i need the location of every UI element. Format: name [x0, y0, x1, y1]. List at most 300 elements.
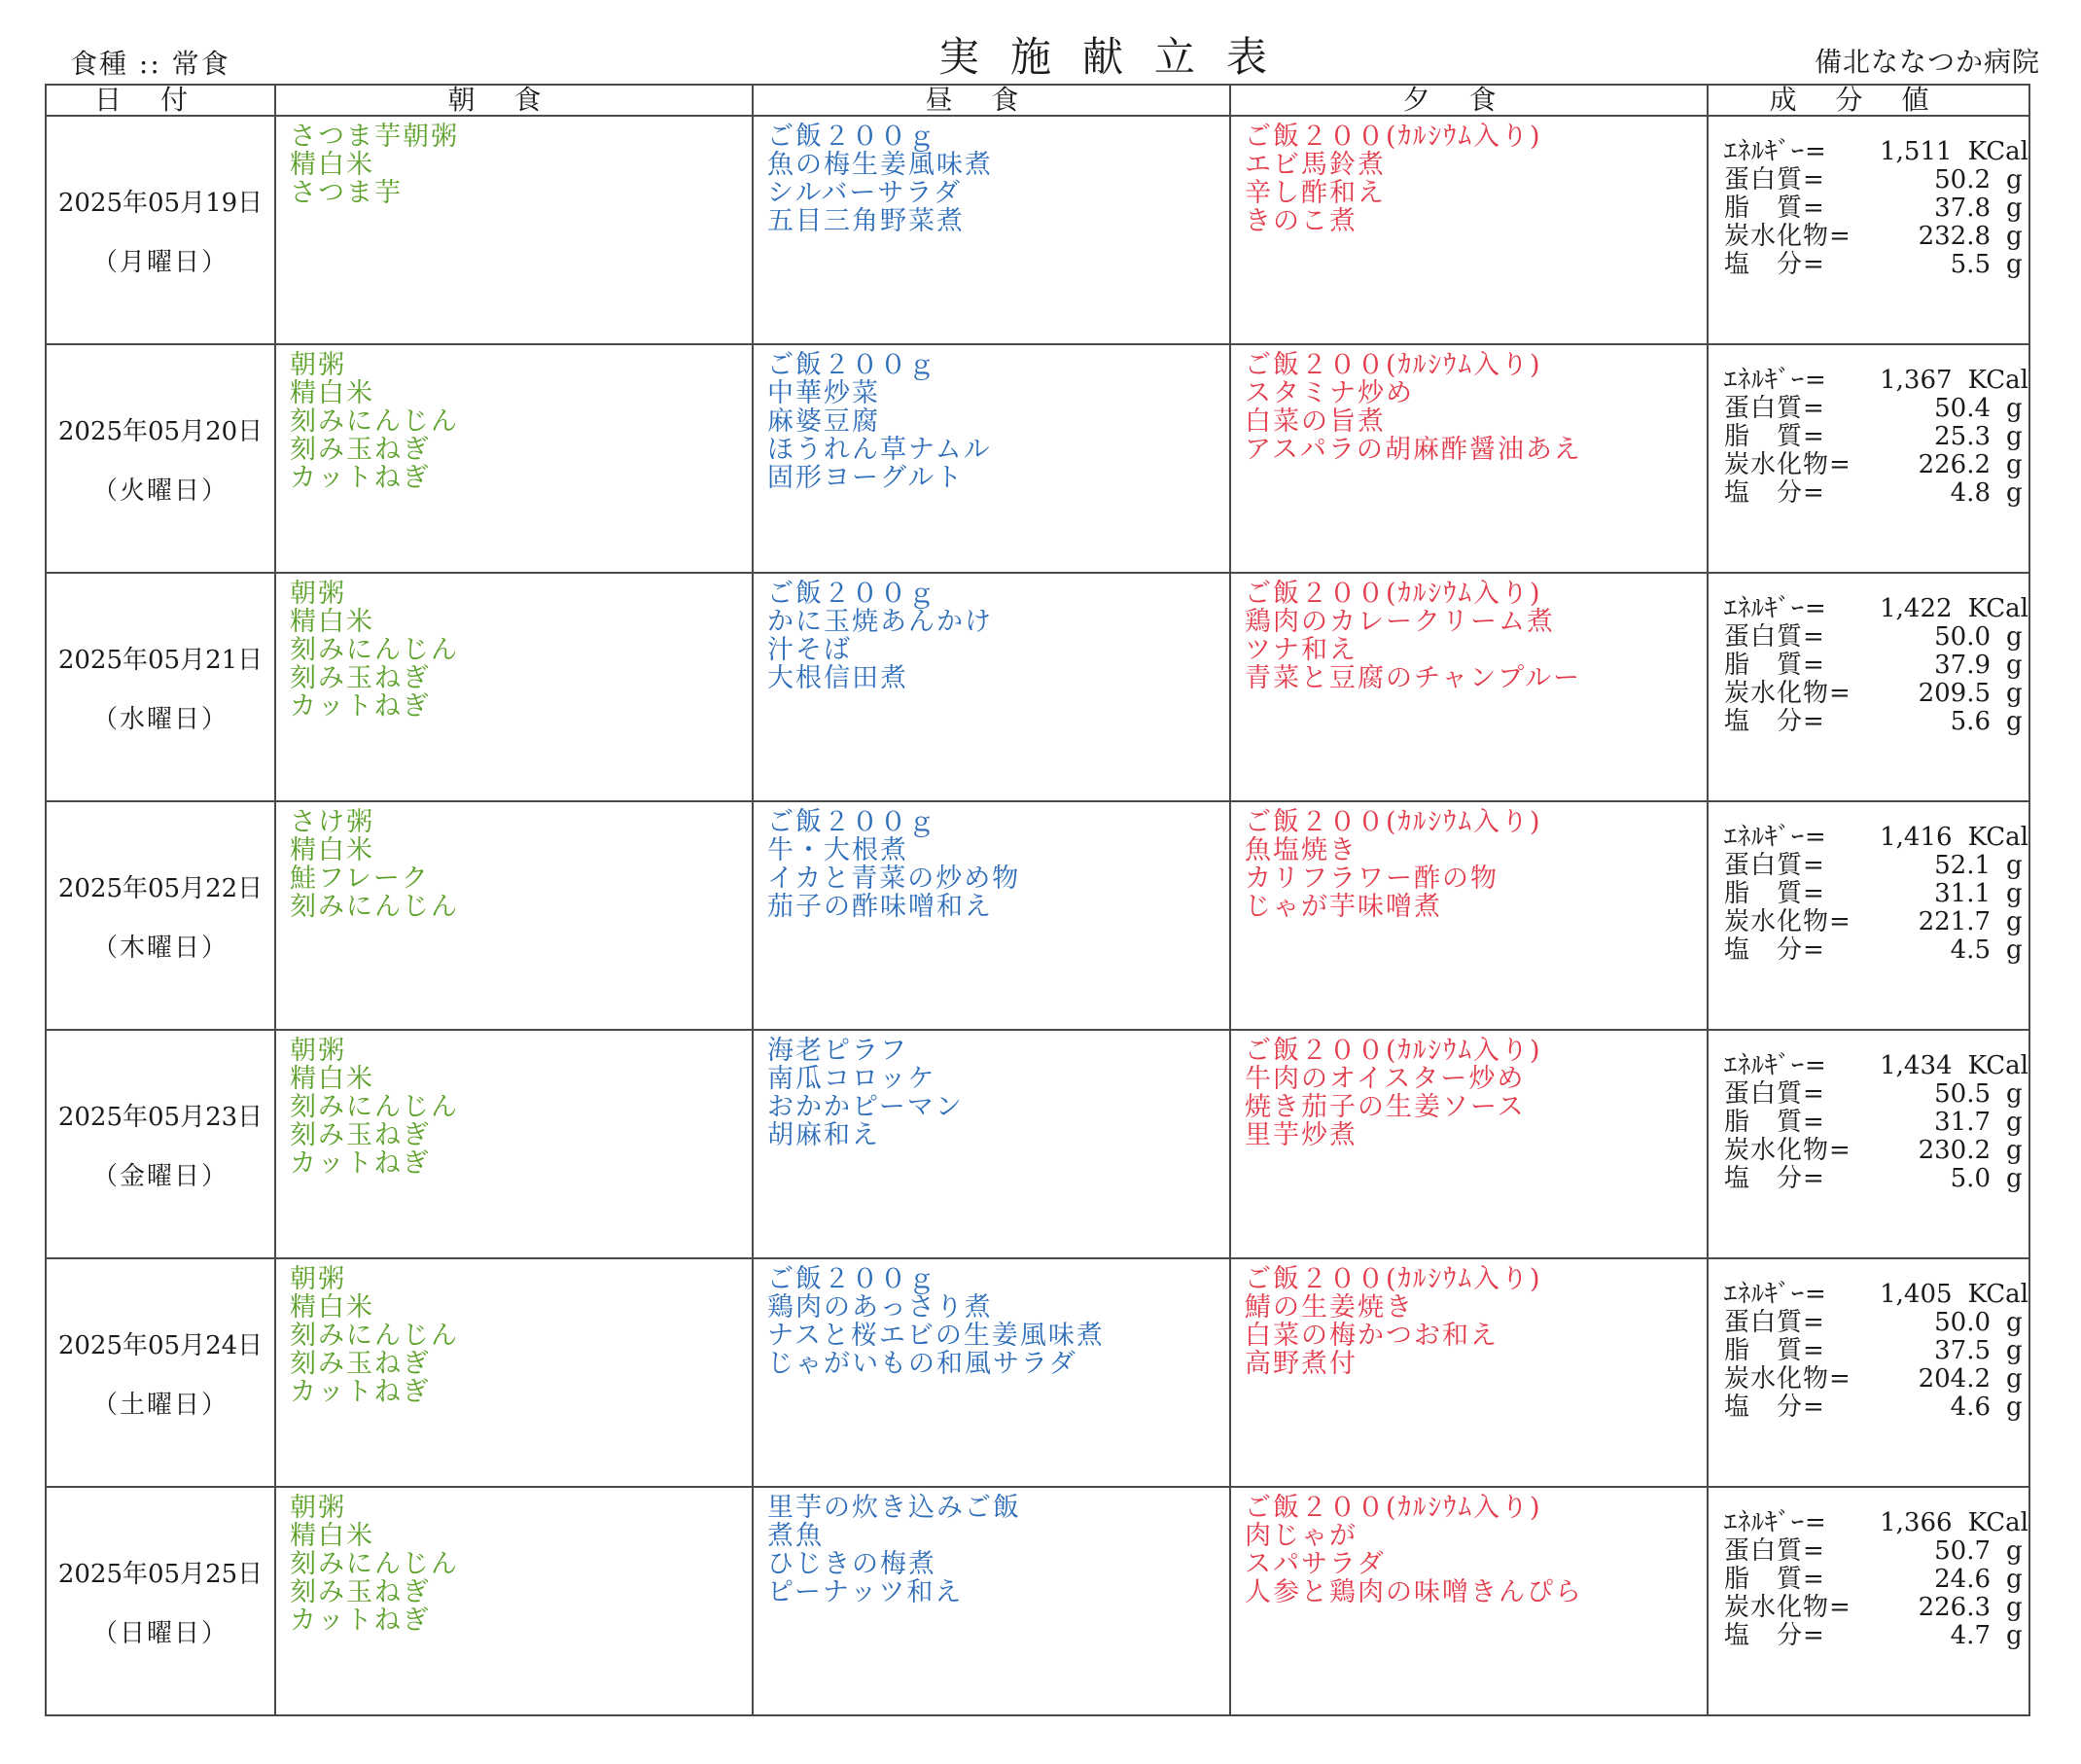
dish-item: ほうれん草ナムル: [767, 435, 992, 465]
dish-item: ご飯２００(ｶﾙｼｳﾑ入り): [1245, 807, 1542, 837]
dish-item: 南瓜コロッケ: [767, 1064, 936, 1094]
nutrient-unit: KCal: [1967, 823, 2028, 852]
nutrient-value: 1,422: [1880, 594, 1953, 623]
dish-item: 鶏肉のカレークリーム煮: [1245, 607, 1555, 637]
nutrition-list: [1709, 802, 2028, 965]
dish-item: アスパラの胡麻酢醤油あえ: [1245, 435, 1582, 465]
nutrient-fat: [1709, 1109, 2028, 1137]
dinner-cell: [1230, 1258, 1708, 1487]
dish-item: 精白米: [290, 1064, 374, 1094]
document-header: [0, 0, 2081, 84]
lunch-dish-list: [754, 574, 1229, 692]
nutrient-unit: g: [2006, 1364, 2023, 1394]
nutrient-label: 塩 分=: [1724, 478, 1825, 508]
dish-item: カットねぎ: [290, 1148, 431, 1179]
breakfast-dish-list: [276, 345, 752, 492]
dish-item: スタミナ炒め: [1245, 378, 1414, 408]
nutrient-unit: g: [2006, 851, 2023, 880]
nutrient-label: 塩 分=: [1724, 250, 1825, 279]
column-header-date: 日付: [46, 85, 275, 116]
nutrition-list: [1709, 574, 2028, 736]
dish-item: カリフラワー酢の物: [1245, 864, 1499, 894]
dish-item: 茄子の酢味噌和え: [767, 892, 993, 922]
nutrient-value: 1,366: [1880, 1508, 1953, 1537]
dinner-cell: [1230, 1487, 1708, 1715]
date-text: 2025年05月22日: [57, 873, 264, 903]
nutrient-value: 50.4: [1934, 394, 1991, 423]
nutrient-unit: g: [2006, 1565, 2023, 1594]
dish-item: 牛肉のオイスター炒め: [1245, 1064, 1526, 1094]
nutrient-unit: g: [2006, 907, 2023, 936]
nutrient-unit: g: [2006, 194, 2023, 223]
nutrient-unit: g: [2006, 222, 2023, 251]
dinner-dish-list: [1231, 574, 1707, 692]
weekday-text: （月曜日）: [91, 247, 229, 277]
table-row: [46, 1487, 2029, 1715]
dish-item: 精白米: [290, 150, 374, 180]
dinner-cell: [1230, 344, 1708, 573]
dinner-dish-list: [1231, 1488, 1707, 1606]
nutrient-value: 204.2: [1918, 1364, 1991, 1394]
nutrient-protein: [1709, 1537, 2028, 1566]
nutrient-unit: g: [2006, 394, 2023, 423]
dish-item: 刻みにんじん: [290, 1549, 459, 1579]
nutrient-salt: [1709, 1622, 2028, 1650]
breakfast-cell: [275, 116, 753, 344]
nutrient-energy: [1709, 595, 2028, 623]
nutrient-value: 226.2: [1918, 450, 1991, 479]
menu-table: [45, 84, 2030, 1716]
dinner-cell: [1230, 1030, 1708, 1258]
dish-item: ご飯２００(ｶﾙｼｳﾑ入り): [1245, 1036, 1542, 1066]
dish-item: ご飯２００ｇ: [767, 350, 936, 380]
dish-item: 里芋の炊き込みご飯: [767, 1493, 1021, 1523]
nutrient-unit: KCal: [1967, 1508, 2028, 1537]
nutrient-label: 炭水化物=: [1724, 1364, 1852, 1394]
nutrient-label: 塩 分=: [1724, 707, 1825, 736]
breakfast-cell: [275, 344, 753, 573]
nutrient-protein: [1709, 395, 2028, 423]
lunch-dish-list: [754, 1488, 1229, 1606]
dish-item: おかかピーマン: [767, 1092, 964, 1122]
nutrient-value: 4.6: [1950, 1393, 1991, 1422]
nutrition-list: [1709, 1488, 2028, 1650]
dish-item: 肉じゃが: [1245, 1521, 1358, 1551]
nutrient-protein: [1709, 1080, 2028, 1109]
nutrient-fat: [1709, 194, 2028, 223]
nutrient-label: 脂 質=: [1724, 1336, 1825, 1365]
weekday-text: （土曜日）: [91, 1390, 229, 1420]
weekday-text: （水曜日）: [91, 704, 229, 734]
dish-item: 海老ピラフ: [767, 1036, 908, 1066]
dish-item: 刻みにんじん: [290, 892, 459, 922]
nutrient-value: 1,367: [1880, 366, 1953, 395]
dish-item: ご飯２００(ｶﾙｼｳﾑ入り): [1245, 1493, 1542, 1523]
weekday-text: （木曜日）: [91, 933, 229, 963]
dish-item: ご飯２００(ｶﾙｼｳﾑ入り): [1245, 579, 1542, 609]
nutrient-label: ｴﾈﾙｷﾞｰ=: [1724, 366, 1827, 395]
meal-type-label: 食種 :: 常食: [70, 48, 230, 80]
breakfast-dish-list: [276, 1031, 752, 1178]
nutrient-value: 37.5: [1934, 1336, 1991, 1365]
table-row: [46, 1258, 2029, 1487]
nutrient-label: 蛋白質=: [1724, 1308, 1825, 1337]
dish-item: 麻婆豆腐: [767, 406, 880, 437]
hospital-name: 備北ななつか病院: [1814, 46, 2040, 78]
dish-item: カットねぎ: [290, 1605, 431, 1636]
nutrient-label: 炭水化物=: [1724, 1136, 1852, 1165]
table-row: [46, 801, 2029, 1030]
nutrient-label: 脂 質=: [1724, 194, 1825, 223]
breakfast-dish-list: [276, 802, 752, 921]
dish-item: 中華炒菜: [767, 378, 880, 408]
breakfast-dish-list: [276, 1259, 752, 1406]
menu-table-body: [46, 116, 2029, 1715]
lunch-dish-list: [754, 1031, 1229, 1149]
nutrient-value: 31.1: [1934, 879, 1991, 908]
breakfast-cell: [275, 1487, 753, 1715]
nutrient-label: ｴﾈﾙｷﾞｰ=: [1724, 594, 1827, 623]
nutrient-protein: [1709, 623, 2028, 652]
dish-item: ひじきの梅煮: [767, 1549, 936, 1579]
date-text: 2025年05月23日: [57, 1102, 264, 1132]
dish-item: イカと青菜の炒め物: [767, 864, 1021, 894]
nutrient-label: 蛋白質=: [1724, 622, 1825, 652]
dish-item: さつま芋朝粥: [290, 122, 459, 152]
dish-item: 牛・大根煮: [767, 835, 908, 865]
nutrient-energy: [1709, 367, 2028, 395]
nutrient-unit: g: [2006, 935, 2023, 965]
nutrient-value: 24.6: [1934, 1565, 1991, 1594]
dish-item: 刻み玉ねぎ: [290, 663, 431, 693]
nutrient-unit: KCal: [1967, 366, 2028, 395]
weekday-text: （日曜日）: [91, 1618, 229, 1648]
nutrient-salt: [1709, 479, 2028, 508]
dish-item: きのこ煮: [1245, 206, 1358, 236]
dish-item: 朝粥: [290, 1036, 346, 1066]
nutrient-value: 50.0: [1934, 622, 1991, 652]
nutrient-unit: g: [2006, 1593, 2023, 1622]
nutrient-label: 蛋白質=: [1724, 851, 1825, 880]
nutrient-value: 50.5: [1934, 1079, 1991, 1109]
dish-item: 鯖の生姜焼き: [1245, 1292, 1414, 1323]
lunch-cell: [753, 801, 1230, 1030]
dish-item: 朝粥: [290, 579, 346, 609]
nutrient-carbs: [1709, 451, 2028, 479]
dish-item: じゃがいもの和風サラダ: [767, 1349, 1077, 1379]
nutrient-unit: g: [2006, 250, 2023, 279]
dish-item: ピーナッツ和え: [767, 1577, 964, 1607]
nutrient-label: 炭水化物=: [1724, 450, 1852, 479]
nutrient-carbs: [1709, 223, 2028, 251]
nutrient-unit: g: [2006, 707, 2023, 736]
nutrient-label: 塩 分=: [1724, 935, 1825, 965]
page-title: 実施献立表: [937, 33, 1298, 81]
nutrient-value: 50.2: [1934, 165, 1991, 194]
nutrient-unit: g: [2006, 1079, 2023, 1109]
nutrient-unit: g: [2006, 1308, 2023, 1337]
nutrient-value: 230.2: [1918, 1136, 1991, 1165]
date-cell: [46, 1487, 275, 1715]
nutrition-cell: [1708, 573, 2029, 801]
nutrient-unit: g: [2006, 1108, 2023, 1137]
dish-item: ご飯２００ｇ: [767, 807, 936, 837]
dish-item: 固形ヨーグルト: [767, 463, 965, 493]
nutrient-carbs: [1709, 908, 2028, 936]
lunch-cell: [753, 1030, 1230, 1258]
nutrient-fat: [1709, 1566, 2028, 1594]
breakfast-cell: [275, 1258, 753, 1487]
date-text: 2025年05月21日: [57, 645, 264, 675]
nutrient-salt: [1709, 708, 2028, 736]
nutrient-unit: g: [2006, 1336, 2023, 1365]
dish-item: 鶏肉のあっさり煮: [767, 1292, 993, 1323]
nutrient-value: 209.5: [1918, 679, 1991, 708]
column-header-lunch: 昼食: [753, 85, 1230, 116]
nutrient-value: 37.8: [1934, 194, 1991, 223]
dish-item: シルバーサラダ: [767, 178, 963, 208]
breakfast-cell: [275, 801, 753, 1030]
nutrient-value: 4.7: [1950, 1621, 1991, 1650]
nutrition-list: [1709, 1031, 2028, 1193]
dish-item: 魚の梅生姜風味煮: [767, 150, 993, 180]
nutrition-list: [1709, 345, 2028, 508]
nutrient-label: 脂 質=: [1724, 1108, 1825, 1137]
dish-item: 精白米: [290, 835, 374, 865]
nutrition-cell: [1708, 1487, 2029, 1715]
dish-item: さけ粥: [290, 807, 374, 837]
nutrient-unit: g: [2006, 1621, 2023, 1650]
nutrient-label: 蛋白質=: [1724, 394, 1825, 423]
nutrient-salt: [1709, 251, 2028, 279]
nutrient-value: 25.3: [1934, 422, 1991, 451]
lunch-cell: [753, 344, 1230, 573]
dish-item: 刻みにんじん: [290, 1092, 459, 1122]
dish-item: カットねぎ: [290, 463, 431, 493]
nutrient-label: ｴﾈﾙｷﾞｰ=: [1724, 1508, 1827, 1537]
nutrient-label: 塩 分=: [1724, 1393, 1825, 1422]
nutrient-label: 炭水化物=: [1724, 222, 1852, 251]
dish-item: 朝粥: [290, 1493, 346, 1523]
nutrient-unit: g: [2006, 1164, 2023, 1193]
nutrient-energy: [1709, 1281, 2028, 1309]
nutrient-value: 232.8: [1918, 222, 1991, 251]
nutrient-value: 1,405: [1880, 1280, 1953, 1309]
nutrient-unit: KCal: [1967, 1280, 2028, 1309]
dinner-dish-list: [1231, 345, 1707, 464]
dish-item: 焼き茄子の生姜ソース: [1245, 1092, 1526, 1122]
nutrient-energy: [1709, 138, 2028, 166]
date-cell: [46, 116, 275, 344]
nutrient-label: 蛋白質=: [1724, 165, 1825, 194]
nutrient-label: ｴﾈﾙｷﾞｰ=: [1724, 1051, 1827, 1080]
nutrient-carbs: [1709, 1137, 2028, 1165]
nutrient-label: 脂 質=: [1724, 422, 1825, 451]
nutrient-unit: g: [2006, 478, 2023, 508]
nutrition-cell: [1708, 801, 2029, 1030]
dish-item: 精白米: [290, 378, 374, 408]
column-header-dinner: 夕食: [1230, 85, 1708, 116]
dish-item: 朝粥: [290, 350, 346, 380]
header-row: [46, 85, 2029, 116]
nutrient-protein: [1709, 852, 2028, 880]
lunch-dish-list: [754, 1259, 1229, 1378]
dish-item: 人参と鶏肉の味噌きんぴら: [1245, 1577, 1583, 1607]
nutrient-label: 炭水化物=: [1724, 1593, 1852, 1622]
dish-item: 精白米: [290, 1521, 374, 1551]
nutrient-unit: g: [2006, 622, 2023, 652]
dish-item: 高野煮付: [1245, 1349, 1358, 1379]
nutrient-fat: [1709, 880, 2028, 908]
dish-item: 五目三角野菜煮: [767, 206, 965, 236]
lunch-cell: [753, 1258, 1230, 1487]
dish-item: ご飯２００(ｶﾙｼｳﾑ入り): [1245, 1264, 1542, 1294]
lunch-dish-list: [754, 345, 1229, 492]
nutrient-value: 37.9: [1934, 651, 1991, 680]
table-row: [46, 573, 2029, 801]
lunch-cell: [753, 116, 1230, 344]
dish-item: 大根信田煮: [767, 663, 908, 693]
nutrient-salt: [1709, 1394, 2028, 1422]
table-row: [46, 1030, 2029, 1258]
nutrient-unit: g: [2006, 450, 2023, 479]
dinner-cell: [1230, 573, 1708, 801]
dish-item: ご飯２００ｇ: [767, 1264, 936, 1294]
dish-item: 白菜の旨煮: [1245, 406, 1386, 437]
dish-item: 刻み玉ねぎ: [290, 1577, 431, 1607]
nutrient-protein: [1709, 1309, 2028, 1337]
nutrient-unit: g: [2006, 422, 2023, 451]
weekday-text: （金曜日）: [91, 1161, 229, 1191]
dish-item: 胡麻和え: [767, 1120, 880, 1150]
nutrient-unit: g: [2006, 679, 2023, 708]
dish-item: 刻み玉ねぎ: [290, 435, 431, 465]
nutrient-value: 5.0: [1950, 1164, 1991, 1193]
nutrient-value: 4.5: [1950, 935, 1991, 965]
table-row: [46, 344, 2029, 573]
nutrition-cell: [1708, 344, 2029, 573]
nutrient-unit: g: [2006, 879, 2023, 908]
column-header-nutrition: 成分値: [1708, 85, 2029, 116]
dish-item: カットねぎ: [290, 691, 431, 722]
nutrient-energy: [1709, 1509, 2028, 1537]
nutrient-label: 塩 分=: [1724, 1164, 1825, 1193]
date-cell: [46, 344, 275, 573]
dish-item: 刻みにんじん: [290, 406, 459, 437]
dinner-dish-list: [1231, 1031, 1707, 1149]
nutrient-carbs: [1709, 1365, 2028, 1394]
nutrient-salt: [1709, 936, 2028, 965]
dish-item: ご飯２００(ｶﾙｼｳﾑ入り): [1245, 350, 1542, 380]
dish-item: かに玉焼あんかけ: [767, 607, 993, 637]
nutrient-unit: g: [2006, 165, 2023, 194]
nutrient-salt: [1709, 1165, 2028, 1193]
nutrient-label: ｴﾈﾙｷﾞｰ=: [1724, 1280, 1827, 1309]
nutrient-value: 1,511: [1880, 137, 1953, 166]
nutrient-label: 蛋白質=: [1724, 1079, 1825, 1109]
dish-item: 魚塩焼き: [1245, 835, 1358, 865]
nutrient-value: 226.3: [1918, 1593, 1991, 1622]
dish-item: さつま芋: [290, 178, 403, 208]
dinner-cell: [1230, 801, 1708, 1030]
date-text: 2025年05月24日: [57, 1330, 264, 1360]
nutrient-unit: g: [2006, 1136, 2023, 1165]
nutrient-unit: KCal: [1967, 1051, 2028, 1080]
dish-item: ナスと桜エビの生姜風味煮: [767, 1321, 1105, 1351]
dish-item: 刻み玉ねぎ: [290, 1120, 431, 1150]
nutrition-list: [1709, 117, 2028, 279]
nutrient-fat: [1709, 423, 2028, 451]
dish-item: 刻み玉ねぎ: [290, 1349, 431, 1379]
nutrient-energy: [1709, 824, 2028, 852]
dish-item: 煮魚: [767, 1521, 824, 1551]
nutrient-carbs: [1709, 680, 2028, 708]
nutrient-fat: [1709, 652, 2028, 680]
nutrient-label: 脂 質=: [1724, 651, 1825, 680]
nutrient-label: 脂 質=: [1724, 879, 1825, 908]
nutrient-unit: g: [2006, 1393, 2023, 1422]
dish-item: ご飯２００ｇ: [767, 579, 936, 609]
table-row: [46, 116, 2029, 344]
nutrient-unit: g: [2006, 651, 2023, 680]
dish-item: 青菜と豆腐のチャンプルー: [1245, 663, 1582, 693]
nutrient-label: 炭水化物=: [1724, 679, 1852, 708]
dish-item: エビ馬鈴煮: [1245, 150, 1386, 180]
nutrient-label: 脂 質=: [1724, 1565, 1825, 1594]
dinner-dish-list: [1231, 802, 1707, 921]
dish-item: 鮭フレーク: [290, 864, 430, 894]
dish-item: 汁そば: [767, 635, 852, 665]
dish-item: 精白米: [290, 607, 374, 637]
nutrient-value: 5.5: [1950, 250, 1991, 279]
dish-item: 里芋炒煮: [1245, 1120, 1358, 1150]
nutrient-label: ｴﾈﾙｷﾞｰ=: [1724, 823, 1827, 852]
nutrient-fat: [1709, 1337, 2028, 1365]
nutrient-value: 52.1: [1934, 851, 1991, 880]
dinner-cell: [1230, 116, 1708, 344]
nutrient-value: 50.7: [1934, 1536, 1991, 1566]
lunch-dish-list: [754, 117, 1229, 235]
nutrient-value: 1,416: [1880, 823, 1953, 852]
nutrient-label: 塩 分=: [1724, 1621, 1825, 1650]
lunch-cell: [753, 1487, 1230, 1715]
nutrient-value: 4.8: [1950, 478, 1991, 508]
weekday-text: （火曜日）: [91, 476, 229, 506]
dish-item: 刻みにんじん: [290, 635, 459, 665]
dish-item: カットねぎ: [290, 1377, 431, 1407]
lunch-cell: [753, 573, 1230, 801]
nutrient-label: 炭水化物=: [1724, 907, 1852, 936]
nutrition-list: [1709, 1259, 2028, 1422]
dish-item: 白菜の梅かつお和え: [1245, 1321, 1499, 1351]
date-cell: [46, 1030, 275, 1258]
date-cell: [46, 573, 275, 801]
nutrition-cell: [1708, 116, 2029, 344]
nutrient-label: 蛋白質=: [1724, 1536, 1825, 1566]
nutrient-value: 5.6: [1950, 707, 1991, 736]
nutrient-value: 31.7: [1934, 1108, 1991, 1137]
dish-item: 朝粥: [290, 1264, 346, 1294]
menu-table-header: [46, 85, 2029, 116]
dish-item: ご飯２００(ｶﾙｼｳﾑ入り): [1245, 122, 1542, 152]
date-cell: [46, 1258, 275, 1487]
nutrition-cell: [1708, 1258, 2029, 1487]
column-header-breakfast: 朝食: [275, 85, 753, 116]
nutrient-unit: KCal: [1967, 594, 2028, 623]
breakfast-dish-list: [276, 574, 752, 721]
breakfast-cell: [275, 1030, 753, 1258]
nutrient-value: 1,434: [1880, 1051, 1953, 1080]
